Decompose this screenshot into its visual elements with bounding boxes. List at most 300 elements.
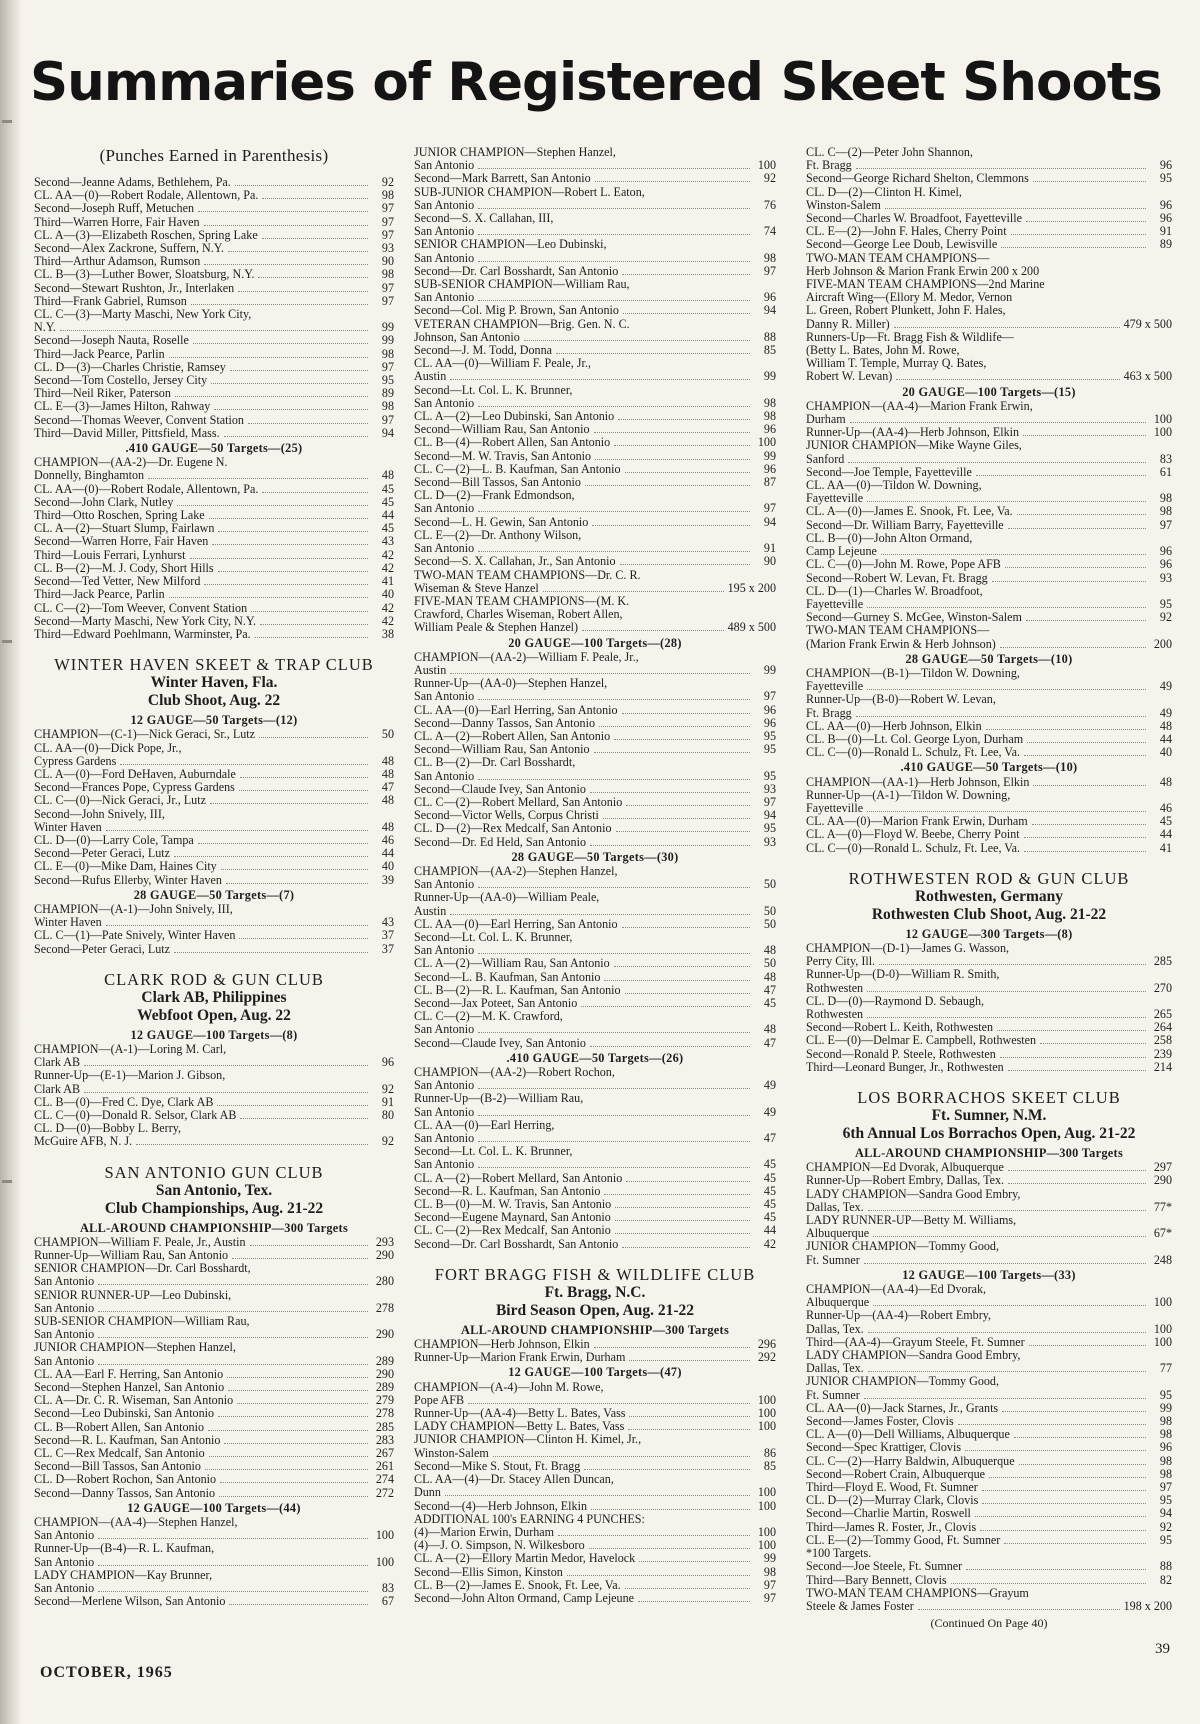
shoot-name: Webfoot Open, Aug. 22: [137, 1006, 291, 1024]
result-text: Second—Col. Mig P. Brown, San Antonio: [414, 303, 619, 318]
dot-leader: [625, 993, 750, 994]
result-text: San Antonio: [414, 197, 475, 212]
result-text: Second—Marty Maschi, New York City, N.Y.: [34, 613, 257, 628]
result-text: CL. D—(3)—Charles Christie, Ramsey: [34, 359, 226, 374]
result-text: Second—Claude Ivey, San Antonio: [414, 781, 586, 796]
result-text: CHAMPION—William F. Peale, Jr., Austin: [34, 1234, 246, 1249]
result-text: CL. D—(1)—Charles W. Broadfoot,: [806, 583, 983, 598]
result-score: 98: [763, 250, 776, 265]
result-score: 48: [763, 1022, 776, 1037]
result-text: San Antonio: [414, 689, 475, 704]
dot-leader: [856, 168, 1146, 169]
result-score: 50: [763, 916, 776, 931]
dot-leader: [136, 1144, 368, 1145]
dot-leader: [622, 274, 750, 275]
result-score: 61: [1159, 464, 1172, 479]
dot-leader: [478, 1032, 750, 1033]
result-line: [414, 621, 776, 634]
result-text: Third—Louis Ferrari, Lynhurst: [34, 547, 186, 562]
result-text: Third—Neil Riker, Paterson: [34, 386, 171, 401]
dot-leader: [966, 1569, 1146, 1570]
result-score: 95: [1159, 596, 1172, 611]
result-score: 214: [1153, 1059, 1172, 1074]
dot-leader: [230, 370, 368, 371]
dot-leader: [174, 856, 368, 857]
result-line: [806, 789, 1172, 802]
result-score: 38: [381, 626, 394, 641]
result-score: 96: [1159, 211, 1172, 226]
result-text: Durham: [806, 412, 846, 427]
dot-leader: [556, 353, 750, 354]
result-score: 99: [381, 320, 394, 335]
result-line: [414, 971, 776, 984]
section-intro: (Punches Earned in Parenthesis): [99, 146, 329, 165]
result-text: Third—Jack Pearce, Parlin: [34, 587, 165, 602]
result-line: [34, 874, 394, 887]
dot-leader: [478, 551, 750, 552]
dot-leader: [625, 472, 750, 473]
result-line: [414, 384, 776, 397]
result-score: 77*: [1153, 1199, 1172, 1214]
result-text: Second—Bill Tassos, San Antonio: [414, 475, 581, 490]
result-line: [414, 1238, 776, 1251]
dot-leader: [1008, 1170, 1146, 1171]
result-text: Herb Johnson & Marion Frank Erwin 200 x 200: [806, 263, 1040, 278]
result-line: [34, 1487, 394, 1500]
result-score: 88: [763, 329, 776, 344]
result-score: 96: [763, 461, 776, 476]
result-text: CL. C—(0)—John M. Rowe, Pope AFB: [806, 557, 1001, 572]
result-text: Second—James Foster, Clovis: [806, 1414, 954, 1429]
result-line: [806, 693, 1172, 706]
result-score: 46: [381, 832, 394, 847]
result-text: Second—Dr. Ed Held, San Antonio: [414, 834, 586, 849]
result-score: 42: [763, 1236, 776, 1251]
dot-leader: [867, 689, 1146, 690]
result-score: 261: [375, 1459, 394, 1474]
result-line: [414, 1473, 776, 1486]
result-text: CL. C—(2)—Harry Baldwin, Albuquerque: [806, 1453, 1015, 1468]
result-text: Winston-Salem: [806, 197, 881, 212]
result-line: [34, 1289, 394, 1302]
result-text: Second—Eugene Maynard, San Antonio: [414, 1210, 611, 1225]
dot-leader: [591, 1509, 750, 1510]
result-line: [34, 588, 394, 601]
dot-leader: [120, 764, 368, 765]
result-line: [414, 1092, 776, 1105]
result-text: Third—(AA-4)—Grayum Steele, Ft. Sumner: [806, 1334, 1025, 1349]
result-line: [806, 995, 1172, 1008]
result-line: [806, 1455, 1172, 1468]
result-text: CHAMPION—(AA-4)—Stephen Hanzel,: [34, 1515, 238, 1530]
result-line: [806, 1375, 1172, 1388]
result-text: Second—Lt. Col. L. K. Brunner,: [414, 382, 573, 397]
result-score: 100: [757, 158, 776, 173]
result-line: [34, 728, 394, 741]
result-score: 267: [375, 1446, 394, 1461]
dot-leader: [98, 1311, 368, 1312]
result-text: Second—William Rau, San Antonio: [414, 422, 590, 437]
result-text: (4)—J. O. Simpson, N. Wilkesboro: [414, 1538, 585, 1553]
dot-leader: [1008, 1183, 1146, 1184]
result-score: 76: [763, 197, 776, 212]
result-line: [34, 348, 394, 361]
result-line: [806, 1048, 1172, 1061]
result-score: 97: [1159, 1480, 1172, 1495]
result-score: 37: [381, 941, 394, 956]
result-score: 97: [763, 1577, 776, 1592]
result-line: [806, 585, 1172, 598]
dot-leader: [218, 571, 368, 572]
dot-leader: [867, 1017, 1146, 1018]
result-line: [806, 842, 1172, 855]
dot-leader: [616, 831, 750, 832]
result-score: 100: [1153, 1334, 1172, 1349]
result-text: Second—Dr. Carl Bosshardt, San Antonio: [414, 1236, 619, 1251]
result-line: [414, 1486, 776, 1499]
result-score: 83: [1159, 451, 1172, 466]
result-line: [34, 268, 394, 281]
dot-leader: [478, 1167, 750, 1168]
club-location: Ft. Sumner, N.M.: [931, 1107, 1047, 1124]
result-text: San Antonio: [34, 1554, 95, 1569]
result-text: Second—Joseph Nauta, Roselle: [34, 333, 189, 348]
result-score: 463 x 500: [1123, 369, 1172, 384]
result-text: San Antonio: [414, 1157, 475, 1172]
dot-leader: [478, 887, 750, 888]
result-score: 292: [757, 1350, 776, 1365]
result-line: [34, 628, 394, 641]
result-score: 95: [763, 821, 776, 836]
result-text: Austin: [414, 903, 447, 918]
result-score: 100: [757, 1406, 776, 1421]
result-text: Second—Rufus Ellerby, Winter Haven: [34, 872, 222, 887]
result-line: [414, 569, 776, 582]
result-text: San Antonio: [414, 943, 475, 958]
result-text: Runner-Up—Marion Frank Erwin, Durham: [414, 1350, 626, 1365]
dot-leader: [204, 584, 368, 585]
dot-leader: [468, 1403, 750, 1404]
result-text: FIVE-MAN TEAM CHAMPIONS—(M. K.: [414, 593, 630, 608]
result-score: 95: [1159, 1532, 1172, 1547]
result-text: San Antonio: [414, 877, 475, 892]
result-text: Austin: [414, 369, 447, 384]
result-line: [34, 216, 394, 229]
result-line: [806, 1600, 1172, 1613]
result-text: Dunn: [414, 1485, 441, 1500]
result-line: [414, 252, 776, 265]
event-heading: 12 GAUGE—100 Targets—(47): [508, 1365, 682, 1380]
result-line: [414, 822, 776, 835]
result-text: CL. AA—Earl F. Herring, San Antonio: [34, 1366, 224, 1381]
result-score: 97: [381, 280, 394, 295]
result-line: [34, 1407, 394, 1420]
result-score: 48: [1159, 718, 1172, 733]
dot-leader: [211, 383, 368, 384]
result-text: CHAMPION—(C-1)—Nick Geraci, Sr., Lutz: [34, 727, 256, 742]
dot-leader: [1017, 514, 1146, 515]
dot-leader: [98, 1284, 368, 1285]
dot-leader: [1008, 528, 1146, 529]
dot-leader: [1029, 1345, 1146, 1346]
dot-leader: [867, 811, 1146, 812]
result-text: Pope AFB: [414, 1392, 465, 1407]
result-score: 74: [763, 224, 776, 239]
result-text: Rothwesten: [806, 980, 864, 995]
dot-leader: [226, 883, 368, 884]
result-text: CL. A—(0)—Dell Williams, Albuquerque: [806, 1427, 1010, 1442]
result-score: 290: [375, 1248, 394, 1262]
result-text: Second—Charles W. Broadfoot, Fayetteville: [806, 211, 1022, 226]
result-line: [414, 1500, 776, 1513]
result-score: 290: [375, 1327, 394, 1342]
dot-leader: [848, 462, 1146, 463]
result-text: Second—Joe Temple, Fayetteville: [806, 464, 972, 479]
result-text: Second—Robert W. Levan, Ft. Bragg: [806, 570, 988, 585]
result-score: 44: [381, 846, 394, 861]
result-text: Donnelly, Binghamton: [34, 468, 145, 483]
result-score: 44: [381, 508, 394, 523]
result-score: 49: [1159, 679, 1172, 694]
result-score: 198 x 200: [1123, 1598, 1172, 1613]
result-text: Third—Warren Horre, Fair Haven: [34, 214, 200, 229]
result-line: [414, 357, 776, 370]
dot-leader: [262, 238, 368, 239]
result-line: [414, 1106, 776, 1119]
results-column-2: [414, 146, 776, 1605]
result-line: [34, 742, 394, 755]
dot-leader: [218, 531, 368, 532]
event-heading: .410 GAUGE—50 Targets—(26): [506, 1050, 684, 1065]
dot-leader: [1011, 234, 1146, 235]
result-line: [806, 1034, 1172, 1047]
dot-leader: [218, 1416, 368, 1417]
dot-leader: [248, 423, 368, 424]
result-score: 94: [381, 425, 394, 440]
result-line: [806, 172, 1172, 185]
result-text: Dallas, Tex.: [806, 1321, 864, 1336]
result-text: William Peale & Stephen Hanzel): [414, 620, 579, 635]
result-score: 258: [1153, 1033, 1172, 1048]
result-text: SENIOR CHAMPION—Dr. Carl Bosshardt,: [34, 1261, 251, 1276]
shoot-name: Club Shoot, Aug. 22: [147, 692, 281, 710]
result-score: 49: [1159, 705, 1172, 720]
dot-leader: [204, 264, 368, 265]
dot-leader: [868, 1332, 1146, 1333]
result-score: 98: [381, 188, 394, 203]
dot-leader: [250, 1245, 368, 1246]
result-line: [414, 651, 776, 664]
result-line: [806, 1389, 1172, 1402]
result-line: [414, 1513, 776, 1526]
result-text: Clark AB: [34, 1055, 81, 1070]
result-text: Camp Lejeune: [806, 544, 877, 559]
dot-leader: [240, 777, 368, 778]
result-score: 67: [381, 1594, 394, 1609]
result-line: [34, 1542, 394, 1555]
result-text: Dallas, Tex.: [806, 1199, 864, 1214]
dot-leader: [881, 554, 1146, 555]
result-line: [806, 746, 1172, 759]
dot-leader: [106, 830, 368, 831]
result-score: 94: [763, 808, 776, 823]
result-score: 43: [381, 915, 394, 930]
result-score: 99: [763, 448, 776, 463]
dot-leader: [626, 1181, 750, 1182]
result-score: 96: [1159, 544, 1172, 559]
result-text: Second—Ted Vetter, New Milford: [34, 574, 201, 589]
result-text: Runner-Up—(AA-4)—Robert Embry,: [806, 1308, 992, 1323]
result-line: [414, 1592, 776, 1605]
dot-leader: [918, 1609, 1120, 1610]
result-score: 44: [1159, 731, 1172, 746]
result-text: CL. E—(0)—Delmar E. Campbell, Rothwesten: [806, 1033, 1037, 1048]
dot-leader: [84, 1065, 368, 1066]
result-score: 97: [763, 794, 776, 809]
event-heading: 20 GAUGE—100 Targets—(15): [902, 384, 1076, 399]
result-text: Ft. Sumner: [806, 1252, 860, 1267]
dot-leader: [896, 379, 1119, 380]
result-score: 48: [763, 969, 776, 984]
result-text: CL. AA—(0)—Marion Frank Erwin, Durham: [806, 814, 1028, 829]
result-score: 45: [763, 1197, 776, 1212]
dot-leader: [224, 436, 368, 437]
result-line: [806, 968, 1172, 981]
result-score: 96: [763, 422, 776, 437]
result-line: [806, 776, 1172, 789]
result-score: 48: [381, 819, 394, 834]
result-score: 99: [1159, 1400, 1172, 1415]
dot-leader: [980, 1530, 1146, 1531]
result-text: TWO-MAN TEAM CHAMPIONS—Dr. C. R.: [414, 567, 641, 582]
dot-leader: [251, 611, 368, 612]
dot-leader: [478, 779, 750, 780]
result-text: CL. AA—(0)—Dick Pope, Jr.,: [34, 740, 182, 755]
result-score: 99: [763, 369, 776, 384]
result-score: 49: [763, 1104, 776, 1119]
dot-leader: [478, 1088, 750, 1089]
dot-leader: [148, 478, 368, 479]
result-score: 100: [1153, 1321, 1172, 1336]
result-score: 88: [1159, 1559, 1172, 1574]
result-score: 97: [381, 227, 394, 242]
result-text: CL. E—(2)—Tommy Good, Ft. Sumner: [806, 1532, 1001, 1547]
result-score: 40: [1159, 745, 1172, 760]
result-score: 44: [763, 1223, 776, 1238]
dot-leader: [260, 624, 368, 625]
result-text: Runner-Up—(A-1)—Tildon W. Downing,: [806, 787, 1011, 802]
dot-leader: [478, 511, 750, 512]
result-line: [34, 1096, 394, 1109]
result-text: San Antonio: [34, 1327, 95, 1342]
result-score: 100: [375, 1528, 394, 1543]
dot-leader: [585, 485, 750, 486]
result-line: [34, 943, 394, 956]
result-score: 100: [757, 1392, 776, 1407]
event-heading: 12 GAUGE—100 Targets—(8): [130, 1027, 298, 1042]
dot-leader: [867, 501, 1146, 502]
result-score: 272: [375, 1485, 394, 1500]
result-text: Runners-Up—Ft. Bragg Fish & Wildlife—: [806, 329, 1014, 344]
dot-leader: [604, 980, 750, 981]
result-score: 94: [763, 303, 776, 318]
dot-leader: [965, 1450, 1146, 1451]
result-score: 92: [381, 1081, 394, 1096]
dot-leader: [1001, 247, 1146, 248]
event-heading: 20 GAUGE—100 Targets—(28): [508, 635, 682, 650]
result-score: 98: [1159, 1427, 1172, 1442]
dot-leader: [595, 181, 750, 182]
result-text: Second—Victor Wells, Corpus Christi: [414, 808, 599, 823]
result-line: [414, 704, 776, 717]
result-score: 91: [1159, 224, 1172, 239]
result-score: 99: [763, 662, 776, 677]
result-line: [34, 615, 394, 628]
result-score: 98: [1159, 491, 1172, 506]
result-text: Second—S. X. Callahan, Jr., San Antonio: [414, 554, 616, 569]
result-score: 45: [763, 996, 776, 1010]
result-text: Runner-Up—(E-1)—Marion J. Gibson,: [34, 1068, 226, 1083]
dot-leader: [478, 300, 750, 301]
result-text: Winston-Salem: [414, 1445, 489, 1460]
dot-leader: [240, 1118, 368, 1119]
dot-leader: [1002, 1411, 1146, 1412]
result-text: Second—John Clark, Nutley: [34, 494, 174, 509]
result-text: JUNIOR CHAMPION—Stephen Hanzel,: [414, 145, 616, 159]
dot-leader: [1024, 755, 1146, 756]
result-text: SUB-SENIOR CHAMPION—William Rau,: [414, 277, 630, 292]
result-line: [806, 439, 1172, 452]
result-score: 95: [381, 373, 394, 388]
result-text: Second—Lt. Col. L. K. Brunner,: [414, 929, 573, 944]
result-score: 46: [1159, 800, 1172, 815]
club-location: Winter Haven, Fla.: [150, 674, 278, 692]
result-line: [34, 1473, 394, 1486]
result-score: 50: [381, 727, 394, 742]
dot-leader: [581, 1006, 750, 1007]
result-score: 93: [763, 781, 776, 796]
result-text: San Antonio: [34, 1528, 95, 1543]
dot-leader: [239, 938, 368, 939]
dot-leader: [629, 1360, 750, 1361]
result-line: [414, 783, 776, 796]
result-line: [34, 1341, 394, 1354]
result-text: CL. C—(2)—Rex Medcalf, San Antonio: [414, 1223, 611, 1238]
result-line: [414, 690, 776, 703]
dot-leader: [198, 843, 368, 844]
result-text: Aircraft Wing—(Ellory M. Medor, Vernon: [806, 290, 1013, 305]
dot-leader: [594, 432, 750, 433]
dot-leader: [224, 1443, 368, 1444]
result-text: Albuquerque: [806, 1226, 870, 1241]
result-text: Perry City, Ill.: [806, 954, 876, 969]
result-line: [34, 308, 394, 321]
result-text: CHAMPION—(AA-4)—Marion Frank Erwin,: [806, 398, 1033, 413]
result-score: 50: [763, 956, 776, 971]
result-text: Second—R. L. Kaufman, San Antonio: [34, 1432, 221, 1447]
result-text: San Antonio: [414, 224, 475, 239]
dot-leader: [212, 544, 368, 545]
result-line: [806, 1587, 1172, 1600]
dot-leader: [1014, 1437, 1146, 1438]
dot-leader: [1040, 1043, 1146, 1044]
result-text: CL. AA—(0)—Robert Rodale, Allentown, Pa.: [34, 481, 259, 496]
result-score: 97: [381, 201, 394, 216]
result-score: 45: [763, 1210, 776, 1225]
dot-leader: [975, 1516, 1146, 1517]
result-text: Third—Otto Roschen, Spring Lake: [34, 508, 205, 523]
result-text: San Antonio: [414, 158, 475, 173]
